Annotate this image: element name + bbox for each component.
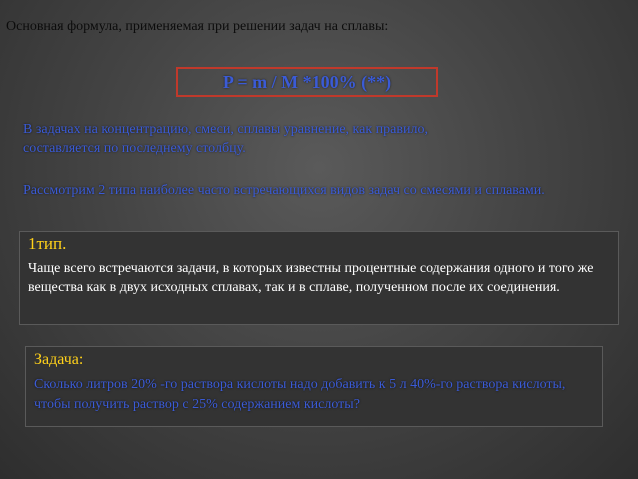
intro-text: Основная формула, применяемая при решении задач на сплавы: xyxy=(6,19,389,34)
formula-box xyxy=(176,67,438,97)
task-heading: Задача: xyxy=(34,351,84,368)
concentration-note: В задачах на концентрацию, смеси, сплавы уравнение, как правило, составляется по последнему столбцу. xyxy=(23,122,428,156)
problem-types-intro: Рассмотрим 2 типа наиболее часто встречающихся видов задач со смесями и сплавами. xyxy=(23,183,545,198)
task-text: Сколько литров 20% -го раствора кислоты надо добавить к 5 л 40%-го раствора кислоты, чтобы получить раствор с 25% содержанием кислоты? xyxy=(34,377,566,412)
type-description: Чаще всего встречаются задачи, в которых известны процентные содержания одного и того же вещества как в двух исходных сплавах, так и в сплаве, полученном после их соединения. xyxy=(28,261,594,295)
formula-text: P = m / M *100% (**) xyxy=(222,71,392,92)
type-heading: 1тип. xyxy=(28,234,67,253)
